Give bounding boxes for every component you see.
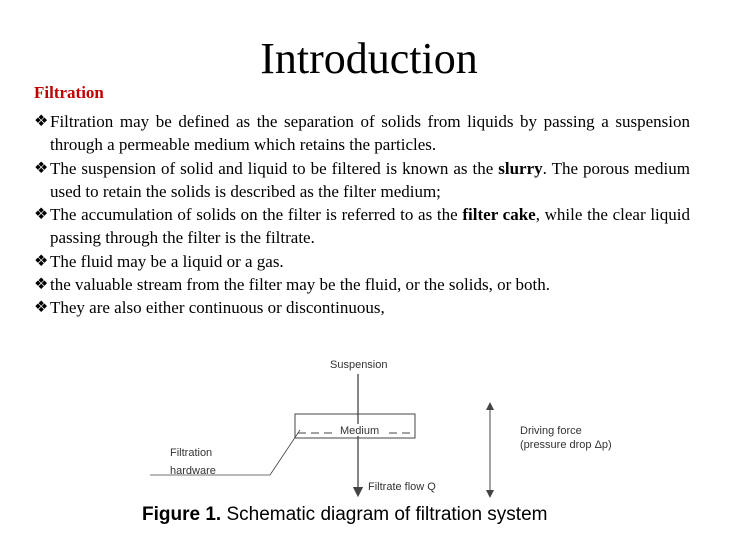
bullet-text: The accumulation of solids on the filter is referred to as the	[50, 205, 463, 225]
figure-caption-label: Figure 1.	[142, 504, 222, 525]
bullet-item	[34, 110, 690, 157]
bullet-marker-icon: ❖	[34, 113, 49, 130]
bullet-text: They are also either continuous or discontinuous,	[50, 298, 385, 318]
bullet-item	[34, 250, 690, 273]
medium-label: Medium	[340, 425, 380, 437]
bullet-marker-icon: ❖	[34, 276, 49, 294]
filtrate-flow-label: Filtrate flow Q	[368, 481, 436, 493]
bullet-item	[34, 273, 690, 296]
slide-title: Introduction	[260, 34, 478, 83]
bullet-list	[34, 110, 690, 320]
bullet-text: Filtration may be defined as the separation of solids from liquids by passing a suspension through a permeable medium which retains the particles.	[50, 112, 690, 155]
filtration-schematic-diagram	[150, 350, 612, 505]
pressure-drop-label: (pressure drop Δp)	[520, 439, 612, 451]
bullet-text: the valuable stream from the filter may be the fluid, or the solids, or both.	[50, 275, 550, 295]
bullet-marker-icon: ❖	[34, 252, 49, 270]
bullet-bold-term: slurry	[498, 158, 543, 178]
bullet-item	[34, 157, 690, 204]
section-subheading: Filtration	[34, 83, 104, 102]
hardware-label: hardware	[170, 465, 216, 477]
bullet-item	[34, 296, 690, 319]
bullet-text: , while the clear liquid passing through the filter is the filtrate.	[50, 205, 691, 248]
bullet-item	[34, 203, 690, 250]
filtration-label: Filtration	[170, 447, 213, 459]
bullet-text: . The porous medium used to retain the solids is described as the filter medium;	[50, 158, 690, 201]
bullet-marker-icon: ❖	[34, 159, 49, 177]
bullet-marker-icon: ❖	[34, 206, 49, 224]
bullet-text: The fluid may be a liquid or a gas.	[50, 251, 284, 271]
driving-force-top-arrow	[486, 402, 494, 410]
bullet-marker-icon: ❖	[34, 299, 49, 317]
driving-force-label: Driving force	[520, 425, 582, 437]
hardware-pointer-line	[270, 430, 300, 475]
figure-caption	[142, 503, 602, 527]
bullet-text: The suspension of solid and liquid to be filtered is known as the	[50, 158, 499, 178]
figure-caption-text: Schematic diagram of filtration system	[221, 504, 548, 525]
bullet-bold-term: filter cake	[462, 205, 536, 225]
driving-force-bottom-arrow	[486, 490, 494, 498]
suspension-label: Suspension	[330, 359, 388, 371]
